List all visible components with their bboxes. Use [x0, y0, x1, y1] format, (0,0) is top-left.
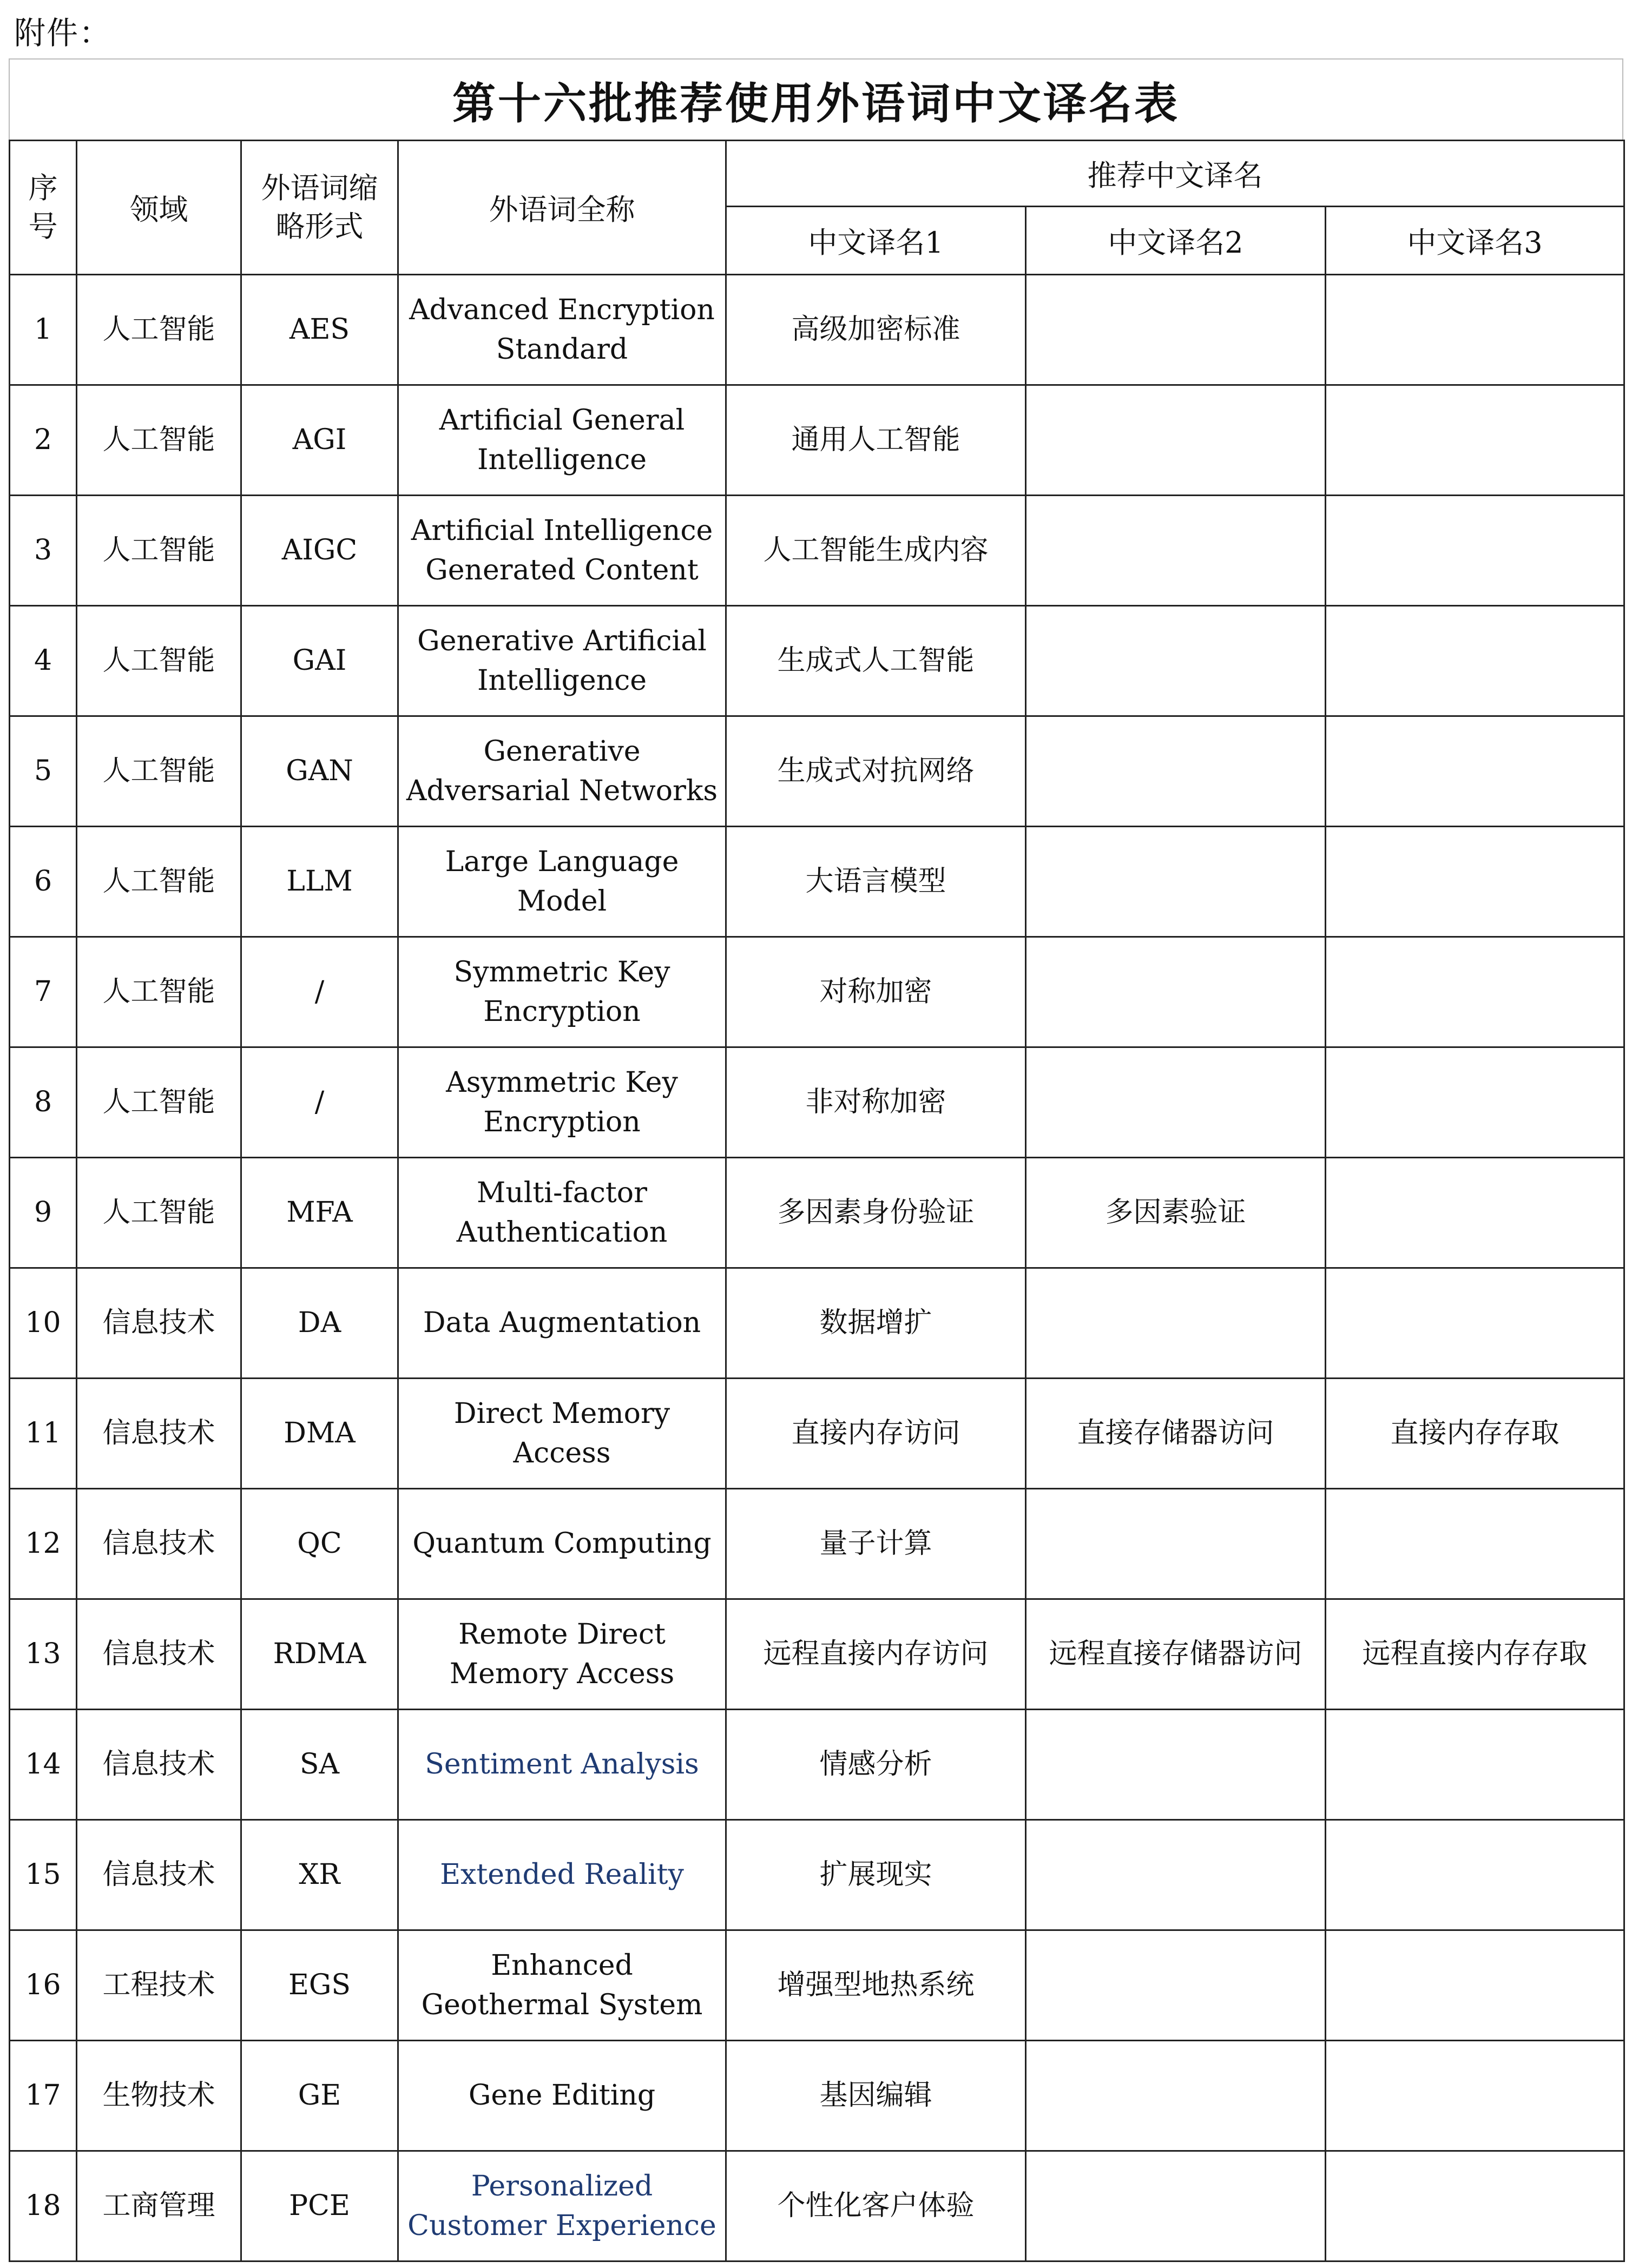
cell-cn1: 非对称加密: [726, 1047, 1026, 1158]
table-row: [10, 1710, 1624, 1820]
cell-cn2: 远程直接存储器访问: [1026, 1599, 1326, 1710]
header-recommended: 推荐中文译名: [726, 141, 1624, 207]
cell-field: 信息技术: [77, 1820, 241, 1930]
table-row: [10, 2151, 1624, 2262]
cell-full-name: Artificial Intelligence Generated Content: [398, 496, 726, 606]
cell-seq: 8: [10, 1047, 77, 1158]
cell-seq: 2: [10, 385, 77, 496]
cell-abbr: EGS: [241, 1930, 398, 2041]
header-seq: [10, 141, 77, 275]
cell-cn3: [1326, 275, 1624, 385]
cell-abbr: MFA: [241, 1158, 398, 1268]
cell-cn2: [1026, 1710, 1326, 1820]
cell-cn2: [1026, 827, 1326, 937]
header-cn1: 中文译名1: [726, 207, 1026, 275]
cell-abbr: SA: [241, 1710, 398, 1820]
table-row: [10, 1820, 1624, 1930]
table-row: [10, 1268, 1624, 1379]
cell-abbr: GE: [241, 2041, 398, 2151]
cell-field: 信息技术: [77, 1489, 241, 1599]
cell-seq: 17: [10, 2041, 77, 2151]
cell-full-name: Quantum Computing: [398, 1489, 726, 1599]
cell-field: 信息技术: [77, 1710, 241, 1820]
cell-abbr: GAN: [241, 716, 398, 827]
cell-cn2: [1026, 1268, 1326, 1379]
cell-field: 人工智能: [77, 716, 241, 827]
header-cn3: 中文译名3: [1326, 207, 1624, 275]
cell-seq: 4: [10, 606, 77, 716]
cell-cn1: 个性化客户体验: [726, 2151, 1026, 2262]
cell-cn1: 增强型地热系统: [726, 1930, 1026, 2041]
cell-cn2: [1026, 385, 1326, 496]
cell-full-name: Extended Reality: [398, 1820, 726, 1930]
attachment-label: 附件：: [14, 15, 112, 51]
cell-seq: 10: [10, 1268, 77, 1379]
cell-abbr: LLM: [241, 827, 398, 937]
cell-seq: 9: [10, 1158, 77, 1268]
cell-full-name: Remote Direct Memory Access: [398, 1599, 726, 1710]
cell-cn3: [1326, 496, 1624, 606]
cell-cn2: [1026, 937, 1326, 1047]
cell-cn3: [1326, 1158, 1624, 1268]
cell-abbr: DA: [241, 1268, 398, 1379]
cell-seq: 6: [10, 827, 77, 937]
translation-table: [9, 140, 1625, 2262]
cell-field: 人工智能: [77, 1158, 241, 1268]
header-abbr-label: 外语词缩略形式: [261, 171, 378, 243]
cell-cn3: [1326, 716, 1624, 827]
cell-abbr: GAI: [241, 606, 398, 716]
cell-cn2: 直接存储器访问: [1026, 1379, 1326, 1489]
cell-full-name: Symmetric Key Encryption: [398, 937, 726, 1047]
cell-cn1: 人工智能生成内容: [726, 496, 1026, 606]
cell-full-name: Multi-factor Authentication: [398, 1158, 726, 1268]
cell-seq: 11: [10, 1379, 77, 1489]
title-box: [9, 58, 1623, 140]
header-abbr: [241, 141, 398, 275]
cell-cn1: 大语言模型: [726, 827, 1026, 937]
cell-abbr: QC: [241, 1489, 398, 1599]
table-row: [10, 1158, 1624, 1268]
cell-field: 信息技术: [77, 1379, 241, 1489]
cell-cn2: [1026, 1489, 1326, 1599]
cell-abbr: XR: [241, 1820, 398, 1930]
cell-seq: 3: [10, 496, 77, 606]
cell-cn2: [1026, 1820, 1326, 1930]
cell-field: 人工智能: [77, 606, 241, 716]
cell-cn3: [1326, 606, 1624, 716]
cell-cn1: 高级加密标准: [726, 275, 1026, 385]
cell-cn1: 多因素身份验证: [726, 1158, 1026, 1268]
cell-seq: 7: [10, 937, 77, 1047]
cell-field: 信息技术: [77, 1599, 241, 1710]
cell-cn2: 多因素验证: [1026, 1158, 1326, 1268]
cell-cn3: 直接内存存取: [1326, 1379, 1624, 1489]
table-row: [10, 385, 1624, 496]
cell-field: 人工智能: [77, 1047, 241, 1158]
cell-abbr: AES: [241, 275, 398, 385]
cell-full-name: Generative Adversarial Networks: [398, 716, 726, 827]
cell-cn3: [1326, 385, 1624, 496]
cell-cn3: [1326, 937, 1624, 1047]
cell-full-name: Gene Editing: [398, 2041, 726, 2151]
cell-cn1: 生成式人工智能: [726, 606, 1026, 716]
cell-abbr: /: [241, 1047, 398, 1158]
table-row: [10, 1930, 1624, 2041]
cell-field: 生物技术: [77, 2041, 241, 2151]
cell-cn2: [1026, 2041, 1326, 2151]
cell-abbr: RDMA: [241, 1599, 398, 1710]
cell-field: 人工智能: [77, 275, 241, 385]
cell-cn1: 扩展现实: [726, 1820, 1026, 1930]
table-row: [10, 827, 1624, 937]
header-full: 外语词全称: [398, 141, 726, 275]
cell-abbr: AIGC: [241, 496, 398, 606]
cell-cn2: [1026, 1047, 1326, 1158]
cell-cn2: [1026, 275, 1326, 385]
table-row: [10, 1599, 1624, 1710]
cell-cn2: [1026, 716, 1326, 827]
table-row: [10, 606, 1624, 716]
cell-seq: 18: [10, 2151, 77, 2262]
cell-seq: 5: [10, 716, 77, 827]
cell-full-name: Large Language Model: [398, 827, 726, 937]
cell-seq: 12: [10, 1489, 77, 1599]
cell-field: 人工智能: [77, 496, 241, 606]
cell-full-name: Data Augmentation: [398, 1268, 726, 1379]
table-row: [10, 496, 1624, 606]
cell-cn3: [1326, 827, 1624, 937]
cell-full-name: Sentiment Analysis: [398, 1710, 726, 1820]
cell-full-name: Enhanced Geothermal System: [398, 1930, 726, 2041]
cell-seq: 13: [10, 1599, 77, 1710]
table-row: [10, 716, 1624, 827]
cell-full-name: Advanced Encryption Standard: [398, 275, 726, 385]
cell-seq: 14: [10, 1710, 77, 1820]
cell-seq: 16: [10, 1930, 77, 2041]
cell-field: 工商管理: [77, 2151, 241, 2262]
cell-seq: 1: [10, 275, 77, 385]
table-row: [10, 1047, 1624, 1158]
cell-cn3: [1326, 1047, 1624, 1158]
cell-cn1: 直接内存访问: [726, 1379, 1026, 1489]
cell-cn1: 远程直接内存访问: [726, 1599, 1026, 1710]
cell-field: 信息技术: [77, 1268, 241, 1379]
header-field: 领域: [77, 141, 241, 275]
header-seq-label: 序号: [28, 171, 58, 243]
cell-field: 人工智能: [77, 937, 241, 1047]
cell-cn1: 生成式对抗网络: [726, 716, 1026, 827]
table-row: [10, 2041, 1624, 2151]
cell-full-name: Artificial General Intelligence: [398, 385, 726, 496]
cell-abbr: /: [241, 937, 398, 1047]
cell-cn1: 数据增扩: [726, 1268, 1026, 1379]
cell-cn3: [1326, 1268, 1624, 1379]
cell-cn3: [1326, 2151, 1624, 2262]
cell-full-name: Generative Artificial Intelligence: [398, 606, 726, 716]
cell-full-name: Asymmetric Key Encryption: [398, 1047, 726, 1158]
cell-cn3: [1326, 1930, 1624, 2041]
cell-cn2: [1026, 496, 1326, 606]
cell-cn2: [1026, 2151, 1326, 2262]
cell-cn2: [1026, 1930, 1326, 2041]
cell-field: 工程技术: [77, 1930, 241, 2041]
cell-field: 人工智能: [77, 385, 241, 496]
table-row: [10, 937, 1624, 1047]
cell-cn3: [1326, 1710, 1624, 1820]
cell-cn1: 基因编辑: [726, 2041, 1026, 2151]
cell-cn1: 量子计算: [726, 1489, 1026, 1599]
page-title: 第十六批推荐使用外语词中文译名表: [452, 77, 1180, 129]
cell-abbr: AGI: [241, 385, 398, 496]
cell-full-name: Direct Memory Access: [398, 1379, 726, 1489]
cell-cn3: [1326, 1489, 1624, 1599]
cell-seq: 15: [10, 1820, 77, 1930]
header-cn2: 中文译名2: [1026, 207, 1326, 275]
cell-full-name: Personalized Customer Experience: [398, 2151, 726, 2262]
cell-abbr: PCE: [241, 2151, 398, 2262]
table-row: [10, 1379, 1624, 1489]
cell-cn1: 通用人工智能: [726, 385, 1026, 496]
cell-cn1: 对称加密: [726, 937, 1026, 1047]
cell-cn2: [1026, 606, 1326, 716]
table-row: [10, 1489, 1624, 1599]
table-row: [10, 275, 1624, 385]
cell-abbr: DMA: [241, 1379, 398, 1489]
cell-cn3: [1326, 1820, 1624, 1930]
cell-cn3: [1326, 2041, 1624, 2151]
table-body: [10, 275, 1624, 2262]
cell-cn1: 情感分析: [726, 1710, 1026, 1820]
cell-cn3: 远程直接内存存取: [1326, 1599, 1624, 1710]
cell-field: 人工智能: [77, 827, 241, 937]
